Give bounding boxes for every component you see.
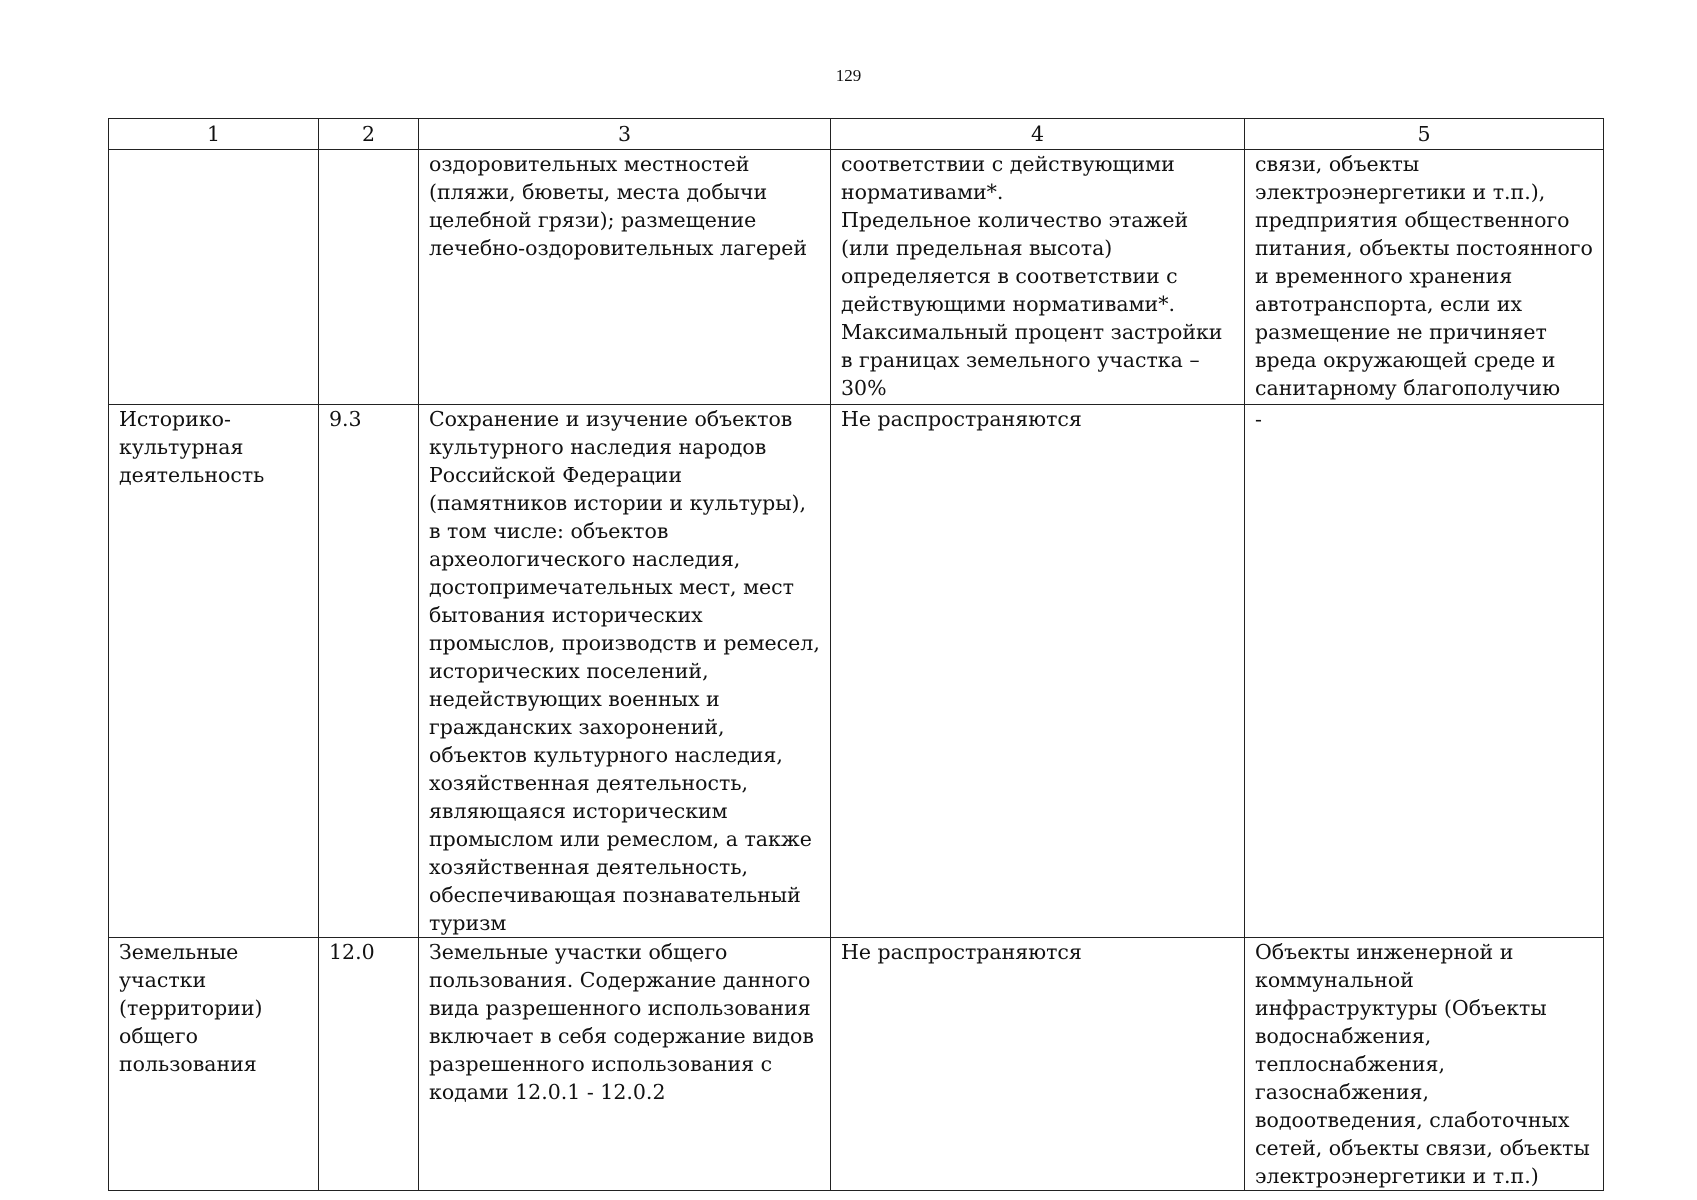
column-header-4: 4 — [831, 119, 1245, 150]
column-header-5: 5 — [1245, 119, 1604, 150]
table-row — [109, 405, 1604, 938]
cell-use-type — [109, 150, 319, 405]
cell-code: 9.3 — [319, 405, 419, 938]
cell-auxiliary-uses: - — [1245, 405, 1604, 938]
cell-description: Земельные участки общего пользования. Содержание данного вида разрешенного использования включает в себя содержание видов разрешенного использования с кодами 12.0.1 - 12.0.2 — [419, 938, 831, 1191]
table-row — [109, 938, 1604, 1191]
cell-parameters: соответствии с действующими нормативами*. Предельное количество этажей (или предельная высота) определяется в соответствии с действующими нормативами*. Максимальный процент застройки в границах земельного участка – 30% — [831, 150, 1245, 405]
cell-use-type: Земельные участки (территории) общего пользования — [109, 938, 319, 1191]
cell-description: Сохранение и изучение объектов культурного наследия народов Российской Федерации (памятников истории и культуры), в том числе: объектов археологического наследия, достопримечательных мест, мест бытования исторических промыслов, производств и ремесел, исторических поселений, недействующих военных и гражданских захоронений, объектов культурного наследия, хозяйственная деятельность, являющаяся историческим промыслом или ремеслом, а также хозяйственная деятельность, обеспечивающая познавательный туризм — [419, 405, 831, 938]
table-row — [109, 150, 1604, 405]
cell-parameters: Не распространяются — [831, 405, 1245, 938]
zoning-regulations-table — [108, 118, 1604, 1191]
column-header-2: 2 — [319, 119, 419, 150]
cell-auxiliary-uses: связи, объекты электроэнергетики и т.п.), предприятия общественного питания, объекты постоянного и временного хранения автотранспорта, если их размещение не причиняет вреда окружающей среде и санитарному благополучию — [1245, 150, 1604, 405]
column-header-1: 1 — [109, 119, 319, 150]
cell-use-type: Историко-культурная деятельность — [109, 405, 319, 938]
page-number: 129 — [835, 66, 862, 85]
cell-auxiliary-uses: Объекты инженерной и коммунальной инфраструктуры (Объекты водоснабжения, теплоснабжения, газоснабжения, водоотведения, слаботочных сетей, объекты связи, объекты электроэнергетики и т.п.) — [1245, 938, 1604, 1191]
cell-description: оздоровительных местностей (пляжи, бюветы, места добычи целебной грязи); размещение лечебно-оздоровительных лагерей — [419, 150, 831, 405]
cell-code: 12.0 — [319, 938, 419, 1191]
table-header-row — [109, 119, 1604, 150]
cell-parameters: Не распространяются — [831, 938, 1245, 1191]
cell-code — [319, 150, 419, 405]
column-header-3: 3 — [419, 119, 831, 150]
